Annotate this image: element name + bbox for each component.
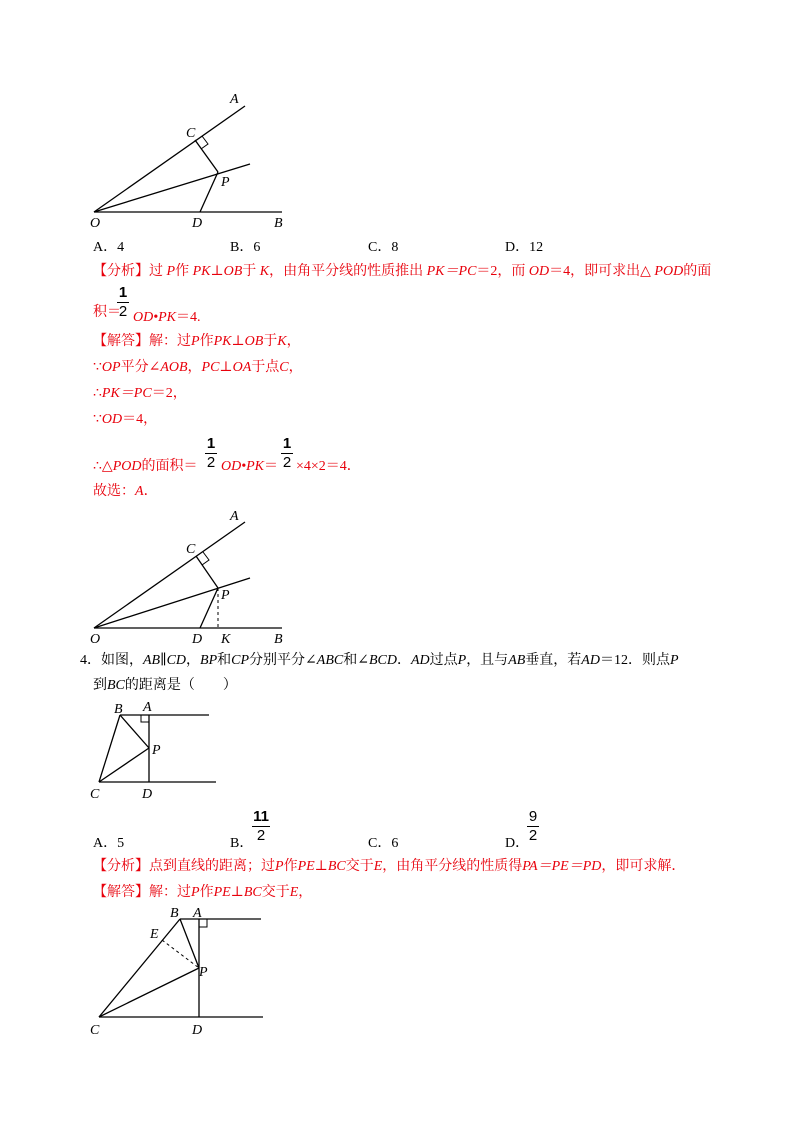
q3-solution-line-2: ∵OP平分∠AOB，PC⊥OA于点C，: [93, 360, 303, 375]
q3-option-c[interactable]: C．8: [368, 240, 399, 255]
label-P: P: [221, 588, 230, 603]
label-C: C: [90, 1023, 100, 1038]
q3-solution-line-6: 故选：A．: [93, 484, 158, 499]
fraction-half-1: 1 2: [118, 284, 128, 320]
label-C: C: [186, 542, 196, 557]
label-D: D: [192, 632, 203, 647]
q3-solution-line-5-b: OD•PK＝: [221, 459, 279, 474]
q3-analysis-line-2-rest: OD•PK＝4.: [133, 310, 201, 325]
q4-analysis-line: 【分析】点到直线的距离；过P作PE⊥BC交于E，由角平分线的性质得PA＝PE＝PD，即可求解．: [93, 859, 686, 874]
q3-solution-line-5-a: ∴△POD的面积＝: [93, 459, 198, 474]
label-C: C: [186, 126, 196, 141]
q4-stem-line-1: 4．如图，AB∥CD，BP和CP分别平分∠ABC和∠BCD．AD过点P，且与AB垂直，若AD＝12．则点P: [80, 653, 679, 668]
fraction-nine-halves: 9 2: [528, 808, 538, 844]
label-B: B: [114, 702, 123, 717]
label-B: B: [274, 216, 283, 231]
q4-stem-line-2: 到BC的距离是（ ）: [93, 678, 237, 693]
label-D: D: [192, 216, 203, 231]
q3-analysis-line-1: 【分析】过 P作 PK⊥OB于 K，由角平分线的性质推出 PK＝PC＝2，而 OD＝4，即可求出△ POD的面: [93, 264, 712, 279]
label-P: P: [221, 175, 230, 190]
label-K: K: [221, 632, 231, 647]
figure-1-angle-bisector: [80, 88, 310, 238]
q3-solution-line-3: ∴PK＝PC＝2，: [93, 386, 187, 401]
label-P: P: [152, 743, 161, 758]
label-B: B: [170, 906, 179, 921]
q3-option-d[interactable]: D．12: [505, 240, 544, 255]
q4-option-b[interactable]: B．: [230, 836, 254, 851]
q4-option-d[interactable]: D．: [505, 836, 530, 851]
q4-solution-line: 【解答】解：过P作PE⊥BC交于E，: [93, 885, 313, 900]
fraction-half-3: 1 2: [282, 435, 292, 471]
label-D: D: [192, 1023, 203, 1038]
label-B: B: [274, 632, 283, 647]
q3-solution-line-1: 【解答】解：过P作PK⊥OB于K，: [93, 334, 301, 349]
label-D: D: [142, 787, 153, 802]
q3-solution-line-4: ∵OD＝4，: [93, 412, 158, 427]
label-A: A: [230, 509, 239, 524]
label-O: O: [90, 216, 101, 231]
figure-3-parallel-lines: [85, 698, 225, 808]
label-C: C: [90, 787, 100, 802]
q3-solution-line-5-c: ×4×2＝4．: [296, 459, 361, 474]
label-A: A: [193, 906, 202, 921]
q4-option-c[interactable]: C．6: [368, 836, 399, 851]
q3-option-a[interactable]: A．4: [93, 240, 125, 255]
figure-4-parallel-lines-e: [85, 902, 275, 1040]
q3-option-b[interactable]: B．6: [230, 240, 261, 255]
label-P: P: [199, 965, 208, 980]
figure-2-angle-bisector-k: [80, 505, 310, 645]
fraction-half-2: 1 2: [206, 435, 216, 471]
label-A: A: [143, 700, 152, 715]
q3-analysis-line-2: 积＝: [93, 305, 121, 320]
label-O: O: [90, 632, 101, 647]
fraction-eleven-halves: 11 2: [253, 808, 269, 844]
q4-option-a[interactable]: A．5: [93, 836, 125, 851]
label-A: A: [230, 92, 239, 107]
label-E: E: [150, 927, 159, 942]
